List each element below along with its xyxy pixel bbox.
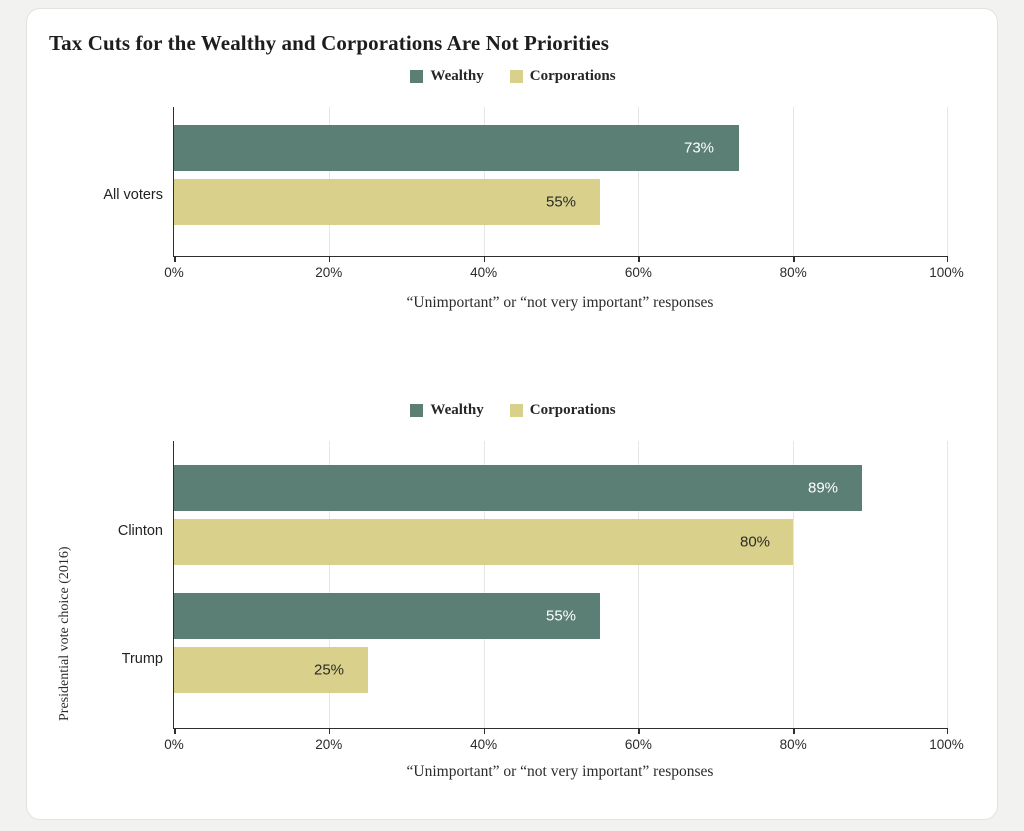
- legend-chart-2: [27, 399, 999, 421]
- tick-label-0: 0%: [164, 737, 184, 752]
- bar-all-voters-wealthy[interactable]: [174, 125, 739, 171]
- tick-label-60: 60%: [624, 737, 652, 752]
- bar-clinton-corporations[interactable]: [174, 519, 793, 565]
- tick-60: [638, 728, 640, 734]
- tick-label-20: 20%: [315, 265, 343, 280]
- legend-label-wealthy: Wealthy: [430, 67, 484, 84]
- legend-label-corporations: Corporations: [529, 401, 616, 418]
- tick-label-40: 40%: [470, 265, 498, 280]
- legend-item-corporations-2[interactable]: [510, 402, 616, 419]
- tick-40: [484, 256, 486, 262]
- tick-label-80: 80%: [779, 265, 807, 280]
- yaxis-title-chart-2: Presidential vote choice (2016): [57, 546, 72, 721]
- tick-label-0: 0%: [164, 265, 184, 280]
- tick-60: [638, 256, 640, 262]
- legend-swatch-corporations: [510, 70, 523, 83]
- legend-label-wealthy: Wealthy: [430, 401, 484, 418]
- tick-label-20: 20%: [315, 737, 343, 752]
- plot-area-chart-1: [164, 107, 964, 280]
- bar-label-clinton-corporations: 80%: [740, 533, 771, 551]
- bar-label-trump-wealthy: 55%: [546, 607, 577, 625]
- tick-0: [174, 256, 176, 262]
- tick-label-60: 60%: [624, 265, 652, 280]
- tick-20: [329, 728, 331, 734]
- legend-chart-1: [27, 65, 999, 87]
- bar-trump-wealthy[interactable]: [174, 593, 600, 639]
- bar-label-trump-corporations: 25%: [314, 661, 345, 679]
- legend-swatch-wealthy: [410, 404, 423, 417]
- gridline-80: [793, 107, 794, 256]
- tick-40: [484, 728, 486, 734]
- plot-area-chart-2: [164, 441, 964, 752]
- chart-all-voters: [27, 61, 999, 321]
- legend-item-wealthy-2[interactable]: [410, 402, 483, 419]
- tick-label-100: 100%: [929, 265, 964, 280]
- tick-0: [174, 728, 176, 734]
- legend-item-wealthy[interactable]: [410, 68, 483, 85]
- legend-swatch-wealthy: [410, 70, 423, 83]
- tick-label-100: 100%: [929, 737, 964, 752]
- bar-all-voters-corporations[interactable]: [174, 179, 600, 225]
- xaxis-title-chart-1: “Unimportant” or “not very important” responses: [406, 294, 714, 311]
- category-label-all-voters: All voters: [103, 187, 163, 203]
- xaxis-title-chart-2: “Unimportant” or “not very important” responses: [406, 763, 714, 780]
- gridline-100: [947, 107, 948, 256]
- legend-label-corporations: Corporations: [529, 67, 616, 84]
- tick-80: [793, 256, 795, 262]
- tick-100: [947, 728, 949, 734]
- bar-label-all-voters-corporations: 55%: [546, 193, 577, 211]
- category-label-trump: Trump: [121, 651, 163, 667]
- chart-card: [26, 8, 998, 820]
- page-title: Tax Cuts for the Wealthy and Corporations Are Not Priorities: [49, 31, 609, 55]
- tick-label-80: 80%: [779, 737, 807, 752]
- bar-clinton-wealthy[interactable]: [174, 465, 862, 511]
- tick-20: [329, 256, 331, 262]
- legend-swatch-corporations: [510, 404, 523, 417]
- tick-label-40: 40%: [470, 737, 498, 752]
- tick-80: [793, 728, 795, 734]
- bar-label-clinton-wealthy: 89%: [808, 479, 839, 497]
- bar-label-all-voters-wealthy: 73%: [684, 139, 715, 157]
- category-label-clinton: Clinton: [117, 523, 163, 539]
- chart-vote-choice: [27, 391, 999, 803]
- gridline-100: [947, 441, 948, 728]
- tick-100: [947, 256, 949, 262]
- legend-item-corporations[interactable]: [510, 68, 616, 85]
